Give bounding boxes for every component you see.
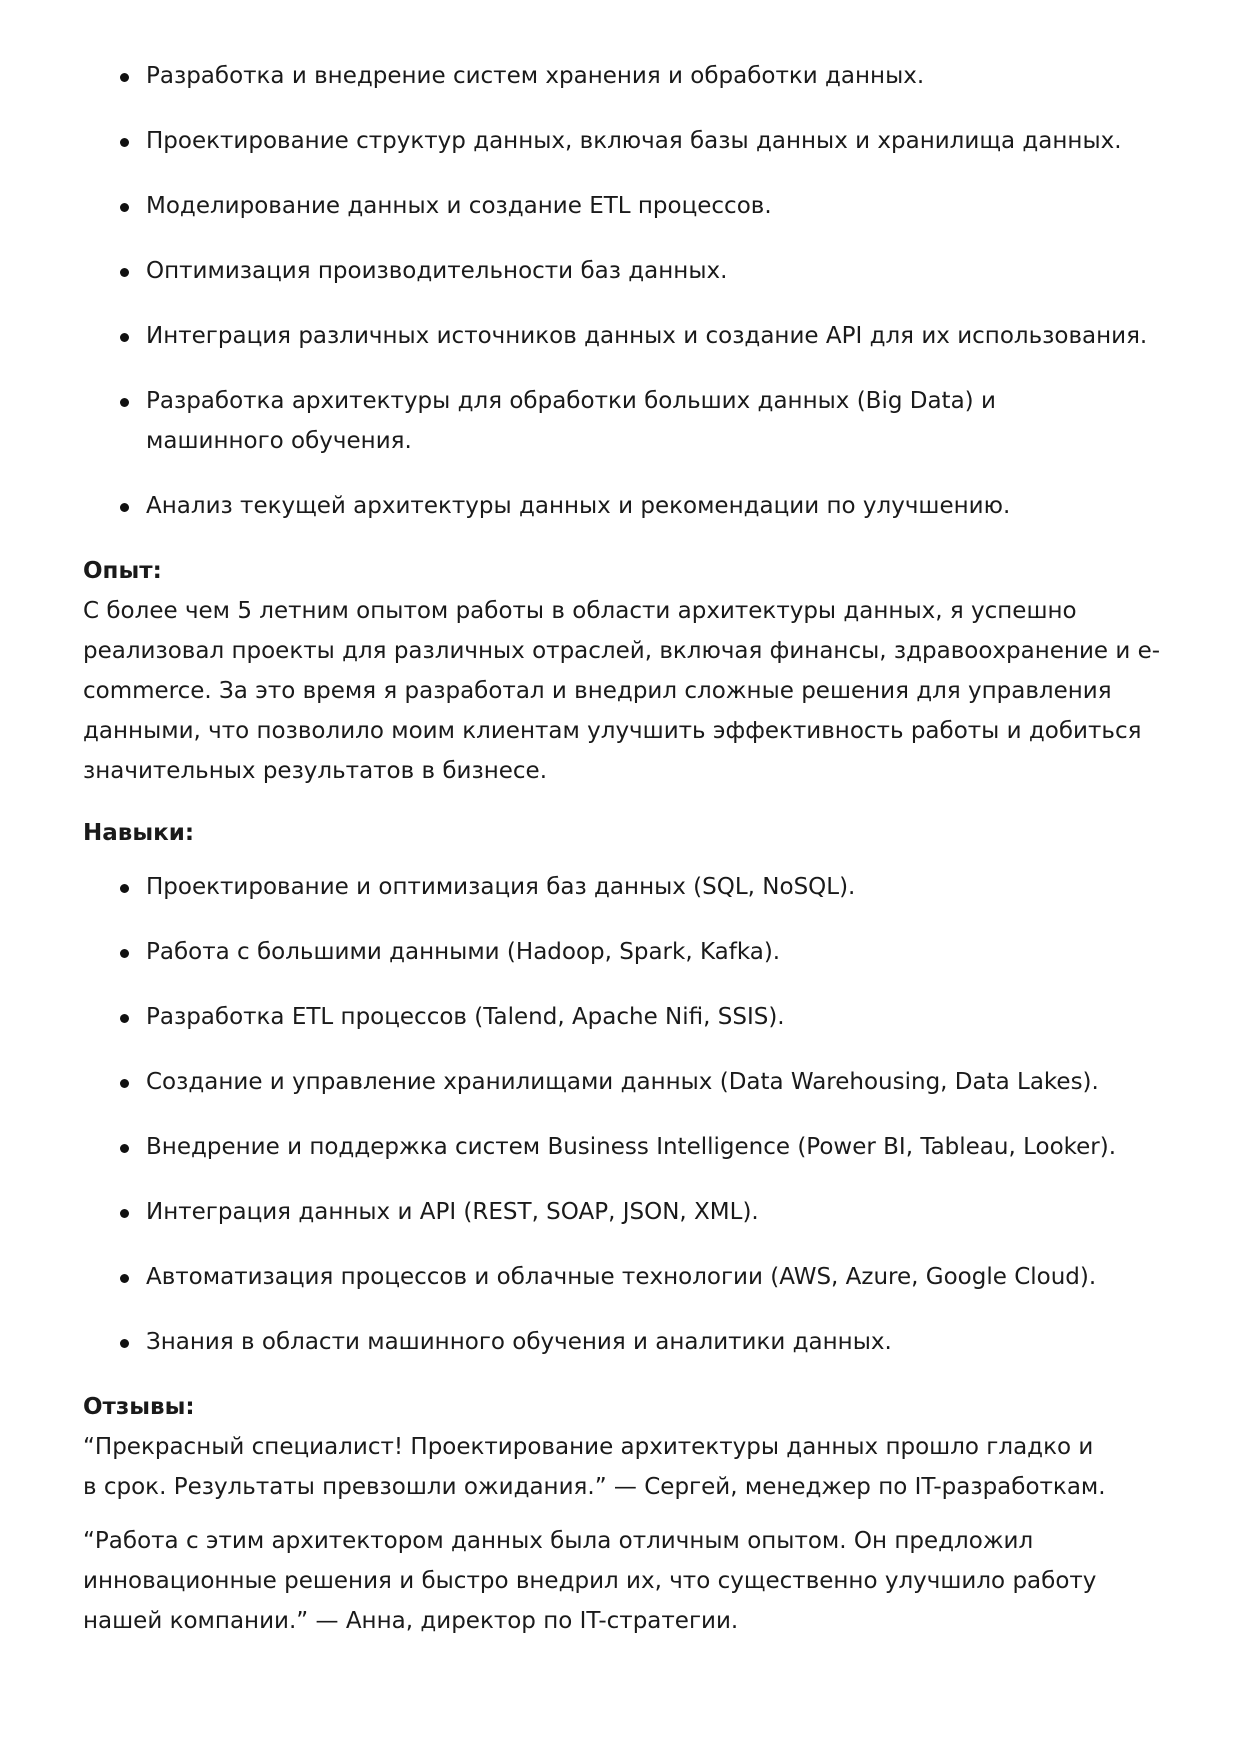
list-item: Анализ текущей архитектуры данных и рекомендации по улучшению.: [83, 486, 1173, 526]
list-item: Разработка и внедрение систем хранения и обработки данных.: [83, 56, 1173, 96]
list-item: Разработка архитектуры для обработки больших данных (Big Data) и машинного обучения.: [83, 381, 1173, 461]
experience-heading: Опыт:: [83, 558, 162, 584]
document-page: [83, 56, 1173, 1641]
list-item: Создание и управление хранилищами данных (Data Warehousing, Data Lakes).: [83, 1062, 1173, 1102]
list-item: Разработка ETL процессов (Talend, Apache Nifi, SSIS).: [83, 997, 1173, 1037]
list-item: Автоматизация процессов и облачные технологии (AWS, Azure, Google Cloud).: [83, 1257, 1173, 1297]
list-item: Интеграция данных и API (REST, SOAP, JSON, XML).: [83, 1192, 1173, 1232]
skills-heading: Навыки:: [83, 820, 195, 846]
review-text: “Прекрасный специалист! Проектирование архитектуры данных прошло гладко и в срок. Результаты превзошли ожидания.” — Сергей, менеджер по IT-разработкам.: [83, 1434, 1106, 1500]
list-item: Моделирование данных и создание ETL процессов.: [83, 186, 1173, 226]
reviews-heading: Отзывы:: [83, 1394, 195, 1420]
list-item: Проектирование и оптимизация баз данных (SQL, NoSQL).: [83, 867, 1173, 907]
list-item: Знания в области машинного обучения и аналитики данных.: [83, 1322, 1173, 1362]
list-item: Оптимизация производительности баз данных.: [83, 251, 1173, 291]
responsibilities-list: [83, 56, 1173, 526]
list-item: Интеграция различных источников данных и создание API для их использования.: [83, 316, 1173, 356]
skills-list: [83, 867, 1173, 1362]
review-text: “Работа с этим архитектором данных была отличным опытом. Он предложил инновационные решения и быстро внедрил их, что существенно улучшило работу нашей компании.” — Анна, директор по IT-стратегии.: [83, 1528, 1097, 1634]
list-item: Проектирование структур данных, включая базы данных и хранилища данных.: [83, 121, 1173, 161]
experience-text: С более чем 5 летним опытом работы в области архитектуры данных, я успешно реализовал проекты для различных отраслей, включая финансы, здравоохранение и e-commerce. За это время я разработал и внедрил сложные решения для управления данными, что позволило моим клиентам улучшить эффективность работы и добиться значительных результатов в бизнесе.: [83, 598, 1161, 784]
list-item: Внедрение и поддержка систем Business Intelligence (Power BI, Tableau, Looker).: [83, 1127, 1173, 1167]
list-item: Работа с большими данными (Hadoop, Spark, Kafka).: [83, 932, 1173, 972]
